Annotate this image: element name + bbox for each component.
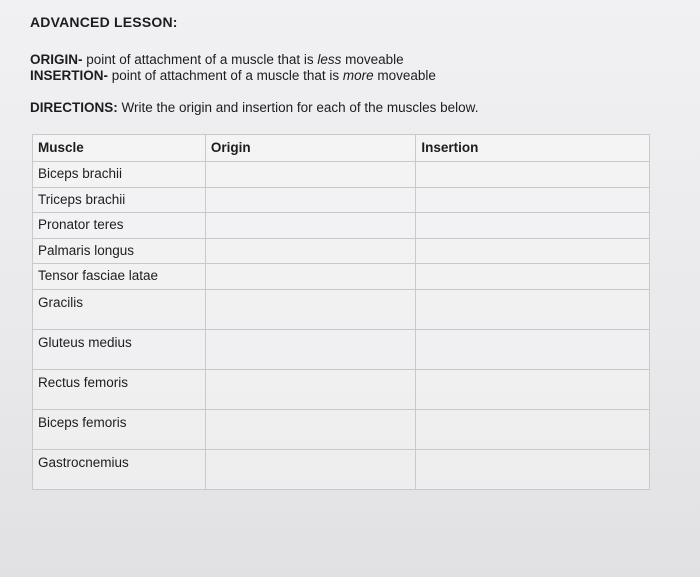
origin-cell[interactable]: [205, 409, 416, 449]
muscle-cell: Gastrocnemius: [33, 449, 206, 489]
table-row: [33, 213, 650, 239]
table-row: [33, 162, 650, 188]
muscle-cell: Tensor fasciae latae: [33, 264, 206, 290]
origin-cell[interactable]: [205, 329, 416, 369]
insertion-term: INSERTION-: [30, 68, 109, 83]
insertion-cell[interactable]: [416, 369, 650, 409]
muscle-cell: Gracilis: [33, 289, 206, 329]
origin-cell[interactable]: [205, 238, 416, 264]
table-row: [33, 238, 650, 264]
insertion-def-post: moveable: [373, 68, 436, 83]
origin-definition: [30, 52, 404, 68]
origin-cell[interactable]: [205, 162, 416, 188]
lesson-heading: ADVANCED LESSON:: [30, 14, 178, 30]
table-row: [33, 289, 650, 329]
table-row: [33, 329, 650, 369]
muscle-cell: Gluteus medius: [33, 329, 206, 369]
insertion-cell[interactable]: [416, 409, 650, 449]
origin-def-em: less: [317, 52, 342, 67]
table-row: [33, 449, 650, 489]
muscle-cell: Rectus femoris: [33, 369, 206, 409]
directions-text: Write the origin and insertion for each of the muscles below.: [117, 100, 479, 115]
origin-cell[interactable]: [205, 449, 416, 489]
table-row: [33, 187, 650, 213]
table-row: [33, 409, 650, 449]
origin-def-post: moveable: [341, 52, 404, 67]
insertion-cell[interactable]: [416, 162, 650, 188]
insertion-def-em: more: [342, 68, 374, 83]
directions: [30, 100, 478, 115]
table-header-row: [33, 135, 650, 162]
origin-cell[interactable]: [205, 187, 416, 213]
muscle-cell: Biceps brachii: [33, 162, 206, 188]
insertion-def-pre: point of attachment of a muscle that is: [108, 68, 343, 83]
insertion-cell[interactable]: [416, 264, 650, 290]
directions-label: DIRECTIONS:: [30, 100, 118, 115]
insertion-cell[interactable]: [416, 213, 650, 239]
insertion-cell[interactable]: [416, 329, 650, 369]
insertion-definition: [30, 68, 436, 84]
header-origin: Origin: [205, 135, 416, 162]
insertion-cell[interactable]: [416, 289, 650, 329]
table-row: [33, 264, 650, 290]
origin-cell[interactable]: [205, 289, 416, 329]
origin-term: ORIGIN-: [30, 52, 83, 67]
header-muscle: Muscle: [33, 135, 206, 162]
origin-cell[interactable]: [205, 369, 416, 409]
origin-cell[interactable]: [205, 213, 416, 239]
muscle-cell: Biceps femoris: [33, 409, 206, 449]
origin-def-pre: point of attachment of a muscle that is: [82, 52, 318, 67]
muscle-table: [32, 134, 650, 490]
header-insertion: Insertion: [416, 135, 650, 162]
table-row: [33, 369, 650, 409]
muscle-cell: Triceps brachii: [33, 187, 206, 213]
origin-cell[interactable]: [205, 264, 416, 290]
muscle-cell: Palmaris longus: [33, 238, 206, 264]
insertion-cell[interactable]: [416, 449, 650, 489]
insertion-cell[interactable]: [416, 187, 650, 213]
muscle-cell: Pronator teres: [33, 213, 206, 239]
insertion-cell[interactable]: [416, 238, 650, 264]
